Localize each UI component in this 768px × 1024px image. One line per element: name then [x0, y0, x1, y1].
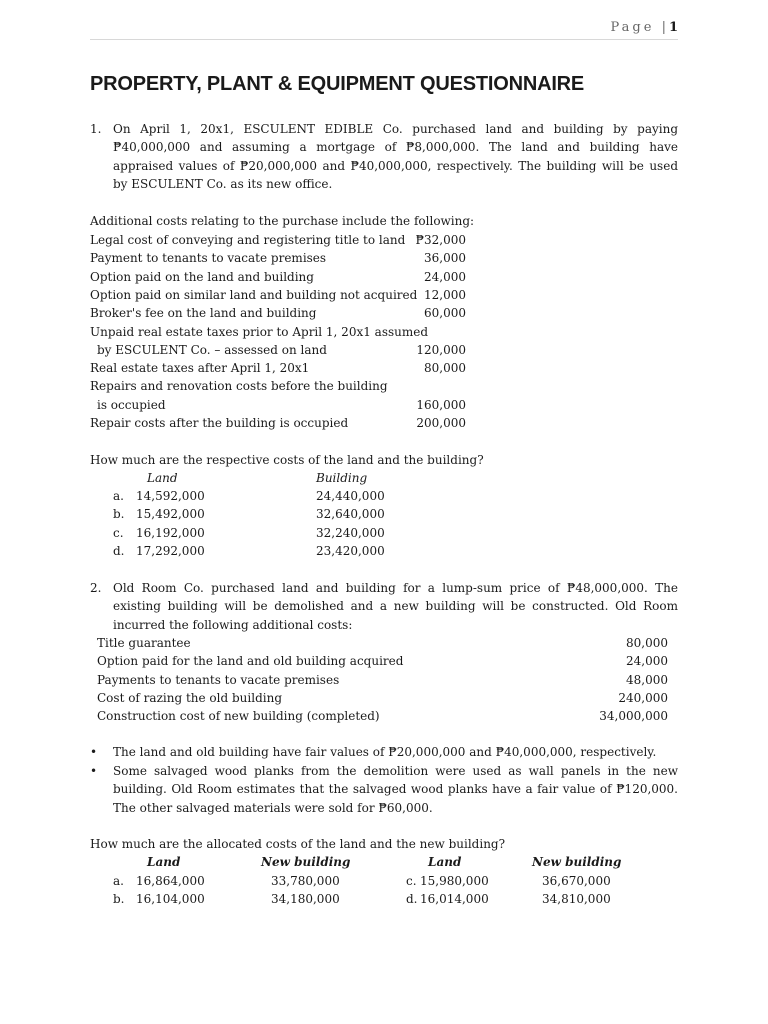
choice-land: 14,592,000: [136, 489, 205, 503]
q1-col-land: Land: [147, 471, 178, 485]
page-header: [610, 20, 678, 35]
choice-land: 16,864,000: [136, 874, 205, 888]
choice-building: 32,640,000: [316, 507, 385, 522]
choice-building: 34,810,000: [542, 892, 611, 907]
page-number: 1: [668, 20, 678, 35]
cost-label: Payments to tenants to vacate premises: [97, 672, 340, 687]
document-title: PROPERTY, PLANT & EQUIPMENT QUESTIONNAIRE: [90, 73, 585, 95]
cost-label: Payment to tenants to vacate premises: [90, 251, 327, 266]
cost-amount: 160,000: [416, 397, 466, 412]
cost-amount: 48,000: [626, 672, 668, 687]
cost-amount: 34,000,000: [599, 709, 668, 724]
cost-label: is occupied: [97, 397, 166, 412]
cost-amount: 80,000: [424, 361, 466, 376]
choice-land: 16,014,000: [420, 892, 489, 907]
cost-amount: 24,000: [626, 654, 668, 669]
q1-costs-intro: Additional costs relating to the purchase include the following:: [90, 214, 475, 228]
choice-building: 34,180,000: [271, 892, 340, 907]
cost-amount: 24,000: [424, 269, 466, 284]
cost-amount: 200,000: [416, 416, 466, 430]
q2-col-building-right: New building: [532, 855, 622, 869]
cost-amount: 60,000: [424, 306, 466, 321]
bullet-icon: •: [90, 745, 98, 759]
choice-land: 16,104,000: [136, 892, 205, 907]
cost-label: Option paid for the land and old building acquired: [97, 654, 404, 669]
q2-col-building-left: New building: [261, 855, 351, 869]
choice-land: 15,980,000: [420, 874, 489, 888]
choice-letter: b.: [113, 507, 125, 522]
choice-letter: d.: [113, 543, 125, 558]
cost-label: Repairs and renovation costs before the building: [90, 379, 388, 394]
cost-label: Option paid on the land and building: [90, 269, 314, 284]
cost-label: Title guarantee: [97, 636, 191, 650]
cost-amount: 36,000: [424, 251, 466, 266]
cost-label: Option paid on similar land and building not acquired: [90, 287, 418, 302]
bullet-icon: •: [90, 764, 98, 778]
choice-letter: a.: [113, 489, 124, 503]
q2-text: Old Room Co. purchased land and building for a lump-sum price of ₱48,000,000. The existing building will be demolished and a new building will be constructed. Old Room incurred the following additional costs:: [113, 581, 678, 632]
q1-col-building: Building: [316, 471, 368, 485]
choice-letter: d.: [406, 892, 418, 907]
q2-question: How much are the allocated costs of the land and the new building?: [90, 837, 506, 851]
header-divider: [90, 39, 678, 40]
choice-building: 23,420,000: [316, 543, 385, 558]
cost-label: Repair costs after the building is occupied: [90, 416, 349, 430]
choice-land: 15,492,000: [136, 507, 205, 522]
q2-number: 2.: [90, 581, 102, 595]
choice-letter: a.: [113, 874, 124, 888]
q1-number: 1.: [90, 122, 102, 136]
cost-label: Real estate taxes after April 1, 20x1: [90, 361, 310, 376]
cost-label: Unpaid real estate taxes prior to April 1, 20x1 assumed: [90, 324, 429, 339]
choice-letter: b.: [113, 892, 125, 907]
cost-label: Broker's fee on the land and building: [90, 306, 317, 321]
page-word: Page: [610, 20, 655, 35]
cost-label: Legal cost of conveying and registering title to land: [90, 233, 406, 247]
cost-amount: 120,000: [416, 342, 466, 357]
q2-col-land-left: Land: [147, 855, 181, 869]
q2-bullet-2: Some salvaged wood planks from the demolition were used as wall panels in the new building. Old Room estimates that the salvaged wood planks have a fair value of ₱120,000. The other salvaged materials were sold for ₱60,000.: [113, 764, 678, 815]
q2-bullet-1: The land and old building have fair values of ₱20,000,000 and ₱40,000,000, respectively.: [113, 745, 657, 759]
cost-amount: 240,000: [618, 690, 668, 705]
choice-building: 24,440,000: [316, 489, 385, 503]
cost-amount: 12,000: [424, 287, 466, 302]
cost-label: by ESCULENT Co. – assessed on land: [97, 342, 327, 357]
q2-col-land-right: Land: [428, 855, 462, 869]
choice-building: 33,780,000: [271, 874, 340, 888]
cost-label: Cost of razing the old building: [97, 690, 282, 705]
choice-land: 17,292,000: [136, 543, 205, 558]
choice-letter: c.: [113, 525, 124, 540]
choice-letter: c.: [406, 874, 417, 888]
cost-label: Construction cost of new building (completed): [97, 709, 380, 724]
cost-amount: ₱32,000: [415, 233, 466, 247]
choice-land: 16,192,000: [136, 525, 205, 540]
choice-building: 36,670,000: [542, 874, 611, 888]
q1-question: How much are the respective costs of the land and the building?: [90, 453, 484, 467]
q1-text: On April 1, 20x1, ESCULENT EDIBLE Co. purchased land and building by paying ₱40,000,000 and assuming a mortgage of ₱8,000,000. The land and building have appraised values of ₱20,000,000 and ₱40,000,000, respectively. The building will be used by ESCULENT Co. as its new office.: [113, 122, 678, 192]
cost-amount: 80,000: [626, 636, 668, 650]
choice-building: 32,240,000: [316, 525, 385, 540]
page-separator: |: [661, 20, 669, 35]
